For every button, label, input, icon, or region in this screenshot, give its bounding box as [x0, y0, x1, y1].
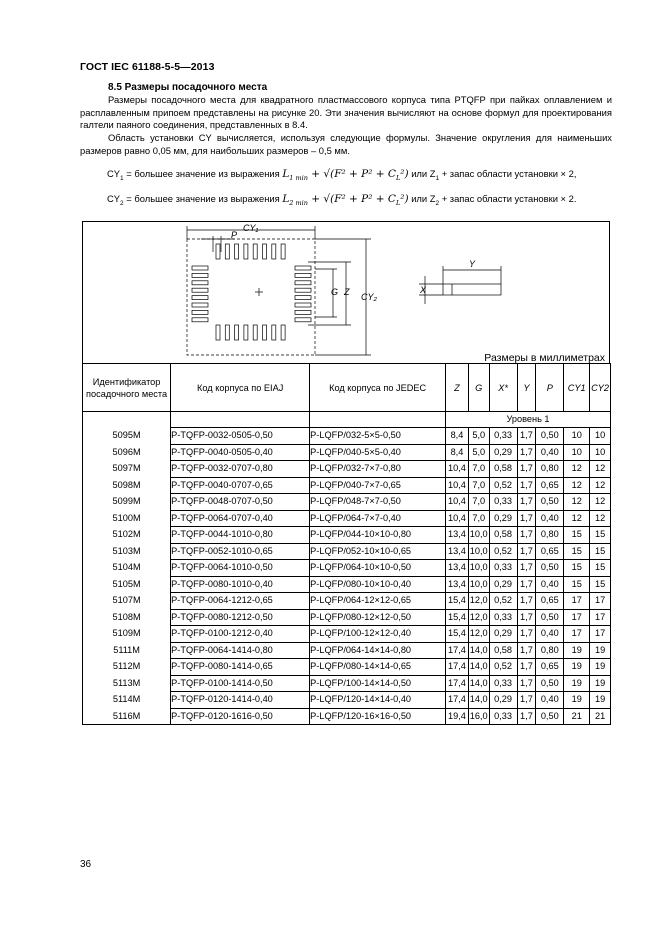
pads-right: [295, 266, 311, 322]
formula-lhs: CY: [107, 193, 121, 204]
table-cell: 0,80: [536, 461, 564, 478]
table-cell: 1,7: [517, 428, 536, 445]
table-cell: 19: [590, 692, 611, 709]
table-cell: 12: [590, 461, 611, 478]
table-cell: 10: [590, 428, 611, 445]
pad: [295, 281, 311, 285]
pad: [263, 244, 267, 259]
table-cell: 17,4: [446, 675, 469, 692]
table-cell: P-LQFP/064-14×14-0,80: [310, 642, 446, 659]
table-cell: 14,0: [468, 659, 489, 676]
table-cell: 0,52: [489, 659, 517, 676]
pad: [216, 325, 220, 340]
table-cell: 19: [590, 642, 611, 659]
label-x: X: [420, 285, 427, 295]
table-cell: P-TQFP-0100-1414-0,50: [171, 675, 310, 692]
table-cell: P-TQFP-0080-1414-0,65: [171, 659, 310, 676]
table-cell: 8,4: [446, 428, 469, 445]
label-y: Y: [469, 259, 476, 269]
table-cell: 0,65: [536, 543, 564, 560]
table-cell: 5099M: [83, 494, 171, 511]
table-cell: 0,80: [536, 527, 564, 544]
pad: [281, 244, 285, 259]
pad: [192, 318, 208, 322]
table-cell: 5114M: [83, 692, 171, 709]
table-cell: 0,50: [536, 428, 564, 445]
table-row: [83, 527, 611, 544]
section-title: 8.5 Размеры посадочного места: [108, 82, 268, 93]
table-cell: 13,4: [446, 527, 469, 544]
table-cell: 5097M: [83, 461, 171, 478]
table-cell: 15: [590, 543, 611, 560]
table-cell: P-TQFP-0044-1010-0,80: [171, 527, 310, 544]
table-cell: 7,0: [468, 461, 489, 478]
table-cell: 0,40: [536, 692, 564, 709]
table-cell: 10,0: [468, 560, 489, 577]
table-cell: 0,33: [489, 675, 517, 692]
formula-cy1: $CY_1$ = большее значение из выражения $L_{1 min} + √(F^2 + P^2 + C_L^2)$ или $Z_1$ + запас области установки × 2,: [107, 168, 577, 183]
table-cell: 0,29: [489, 444, 517, 461]
table-cell: 5,0: [468, 444, 489, 461]
table-cell: 12: [564, 494, 590, 511]
table-cell: P-LQFP/048-7×7-0,50: [310, 494, 446, 511]
land-pattern-table: [82, 363, 611, 725]
table-cell: P-TQFP-0080-1212-0,50: [171, 609, 310, 626]
table-cell: 17,4: [446, 659, 469, 676]
table-cell: 12,0: [468, 626, 489, 643]
table-row: [83, 692, 611, 709]
table-row: [83, 510, 611, 527]
table-cell: 15,4: [446, 593, 469, 610]
pad: [244, 244, 248, 259]
table-row: [83, 675, 611, 692]
table-row: [83, 494, 611, 511]
table-cell: 1,7: [517, 708, 536, 725]
pad: [295, 288, 311, 292]
table-cell: 10,4: [446, 510, 469, 527]
table-cell: 15: [590, 527, 611, 544]
pad: [216, 244, 220, 259]
header-cy2: CY2: [590, 364, 611, 412]
paragraph-2: Область установки CY вычисляется, используя следующие формулы. Значение округления для наименьших размеров равно 0,05 мм, для наибольших размеров – 0,5 мм.: [80, 132, 612, 156]
table-cell: P-TQFP-0120-1414-0,40: [171, 692, 310, 709]
table-cell: 10,4: [446, 461, 469, 478]
table-cell: 14,0: [468, 692, 489, 709]
table-cell: 1,7: [517, 692, 536, 709]
header-eiaj: Код корпуса по EIAJ: [171, 364, 310, 412]
table-row: [83, 593, 611, 610]
table-row: [83, 708, 611, 725]
pad: [192, 266, 208, 270]
header-z: Z: [446, 364, 469, 412]
table-row: [83, 642, 611, 659]
table-cell: 0,58: [489, 527, 517, 544]
table-cell: 7,0: [468, 477, 489, 494]
table-cell: P-TQFP-0080-1010-0,40: [171, 576, 310, 593]
header-id: Идентификатор посадочного места: [83, 364, 171, 412]
table-cell: P-LQFP/064-7×7-0,40: [310, 510, 446, 527]
pad: [295, 296, 311, 300]
table-cell: 5104M: [83, 560, 171, 577]
label-g: G: [331, 287, 339, 297]
pad: [295, 318, 311, 322]
table-cell: 5103M: [83, 543, 171, 560]
table-cell: 15: [590, 560, 611, 577]
formula-cy2: $CY_2$ = большее значение из выражения $L_{2 min} + √(F^2 + P^2 + C_L^2)$ или $Z_2$ + запас области установки × 2.: [107, 193, 577, 208]
table-cell: 0,33: [489, 428, 517, 445]
table-cell: P-LQFP/032-5×5-0,50: [310, 428, 446, 445]
header-cy1: CY1: [564, 364, 590, 412]
table-cell: 0,65: [536, 659, 564, 676]
table-row: [83, 444, 611, 461]
table-cell: 13,4: [446, 560, 469, 577]
pad: [253, 244, 257, 259]
table-cell: 12,0: [468, 609, 489, 626]
table-row: [83, 477, 611, 494]
pad: [192, 281, 208, 285]
table-cell: 10,0: [468, 527, 489, 544]
pad: [244, 325, 248, 340]
table-cell: 10,0: [468, 576, 489, 593]
table-row: [83, 609, 611, 626]
level-label: Уровень 1: [446, 412, 611, 428]
table-cell: 10,0: [468, 543, 489, 560]
table-cell: 15: [590, 576, 611, 593]
table-cell: 17: [590, 626, 611, 643]
table-cell: 17: [564, 593, 590, 610]
table-cell: 0,29: [489, 576, 517, 593]
header-x: X*: [489, 364, 517, 412]
table-cell: 0,40: [536, 510, 564, 527]
table-cell: 1,7: [517, 642, 536, 659]
table-cell: 15: [564, 527, 590, 544]
table-cell: P-LQFP/064-10×10-0,50: [310, 560, 446, 577]
paragraph-1: Размеры посадочного места для квадратного пластмассового корпуса типа PTQFP при пайках оплавлением и расплавленным припоем представлены на рисунке 20. Эти значения вычисляют на основе формул для проектирования галтели паяного соединения, представленных в 8.4.: [80, 94, 612, 131]
table-cell: 21: [564, 708, 590, 725]
formula-lhs: CY: [107, 168, 121, 179]
pad: [235, 244, 239, 259]
pad: [192, 288, 208, 292]
table-cell: 0,33: [489, 708, 517, 725]
table-cell: 5,0: [468, 428, 489, 445]
table-cell: 0,33: [489, 609, 517, 626]
table-cell: 17,4: [446, 642, 469, 659]
table-cell: 12: [564, 477, 590, 494]
pad: [235, 325, 239, 340]
table-cell: 1,7: [517, 626, 536, 643]
table-row: [83, 428, 611, 445]
table-row: [83, 659, 611, 676]
table-cell: 17: [564, 626, 590, 643]
table-cell: 12: [590, 510, 611, 527]
header-g: G: [468, 364, 489, 412]
table-cell: 5105M: [83, 576, 171, 593]
table-cell: P-LQFP/120-14×14-0,40: [310, 692, 446, 709]
table-cell: P-LQFP/080-14×14-0,65: [310, 659, 446, 676]
table-cell: 0,29: [489, 626, 517, 643]
table-cell: 13,4: [446, 543, 469, 560]
units-note: Размеры в миллиметрах: [484, 352, 605, 364]
table-cell: P-LQFP/040-5×5-0,40: [310, 444, 446, 461]
table-cell: P-LQFP/064-12×12-0,65: [310, 593, 446, 610]
figure-box: [82, 221, 610, 363]
table-cell: 7,0: [468, 494, 489, 511]
table-cell: 1,7: [517, 576, 536, 593]
table-row: [83, 560, 611, 577]
table-cell: 5102M: [83, 527, 171, 544]
table-cell: 7,0: [468, 510, 489, 527]
table-cell: P-LQFP/032-7×7-0,80: [310, 461, 446, 478]
table-cell: 0,40: [536, 576, 564, 593]
table-cell: 10,4: [446, 477, 469, 494]
table-cell: 19: [564, 675, 590, 692]
pad: [192, 303, 208, 307]
table-cell: P-TQFP-0064-1212-0,65: [171, 593, 310, 610]
table-cell: 1,7: [517, 444, 536, 461]
pad: [225, 325, 229, 340]
table-cell: 16,0: [468, 708, 489, 725]
pad: [192, 310, 208, 314]
table-cell: 0,33: [489, 560, 517, 577]
table-cell: P-TQFP-0064-1010-0,50: [171, 560, 310, 577]
pad: [272, 325, 276, 340]
formula-expression: $L_{1 min} + √(F^2 + P^2 + C_L^2)$: [282, 168, 409, 183]
table-cell: 10,4: [446, 494, 469, 511]
table-cell: 1,7: [517, 461, 536, 478]
table-cell: 15,4: [446, 626, 469, 643]
pad: [253, 325, 257, 340]
header-p: P: [536, 364, 564, 412]
table-row: [83, 543, 611, 560]
pad: [192, 296, 208, 300]
table-cell: 19: [590, 659, 611, 676]
table-cell: P-LQFP/080-10×10-0,40: [310, 576, 446, 593]
table-cell: 0,29: [489, 510, 517, 527]
table-cell: 19,4: [446, 708, 469, 725]
table-cell: 8,4: [446, 444, 469, 461]
table-cell: 1,7: [517, 527, 536, 544]
table-cell: P-LQFP/044-10×10-0,80: [310, 527, 446, 544]
table-cell: 5107M: [83, 593, 171, 610]
table-cell: 10: [564, 444, 590, 461]
table-cell: P-LQFP/100-12×12-0,40: [310, 626, 446, 643]
table-cell: 0,50: [536, 560, 564, 577]
document-header: ГОСТ IEC 61188-5-5—2013: [80, 61, 215, 73]
table-cell: 0,58: [489, 642, 517, 659]
table-cell: 12: [564, 510, 590, 527]
table-cell: 0,52: [489, 593, 517, 610]
table-cell: 10: [590, 444, 611, 461]
label-p: P: [231, 230, 238, 240]
table-cell: 5098M: [83, 477, 171, 494]
table-cell: P-LQFP/052-10×10-0,65: [310, 543, 446, 560]
table-cell: P-LQFP/120-16×16-0,50: [310, 708, 446, 725]
pad: [225, 244, 229, 259]
table-cell: 1,7: [517, 609, 536, 626]
table-cell: 14,0: [468, 675, 489, 692]
table-cell: 19: [564, 642, 590, 659]
table-cell: 0,52: [489, 543, 517, 560]
pads-bottom: [216, 325, 285, 340]
table-cell: 17: [590, 609, 611, 626]
pad: [295, 303, 311, 307]
table-row: [83, 626, 611, 643]
table-cell: P-TQFP-0120-1616-0,50: [171, 708, 310, 725]
table-cell: 17: [564, 609, 590, 626]
pad: [295, 273, 311, 277]
header-jedec: Код корпуса по JEDEC: [310, 364, 446, 412]
table-cell: 5116M: [83, 708, 171, 725]
table-cell: 1,7: [517, 659, 536, 676]
pad: [192, 273, 208, 277]
land-pattern-drawing: [83, 222, 611, 364]
table-cell: P-TQFP-0040-0707-0,65: [171, 477, 310, 494]
table-cell: P-TQFP-0048-0707-0,50: [171, 494, 310, 511]
table-row: [83, 576, 611, 593]
table-cell: 15: [564, 543, 590, 560]
table-cell: 14,0: [468, 642, 489, 659]
table-cell: 1,7: [517, 494, 536, 511]
table-cell: 0,33: [489, 494, 517, 511]
courtyard-outline: [187, 239, 315, 355]
table-cell: 5100M: [83, 510, 171, 527]
table-cell: 0,80: [536, 642, 564, 659]
pad: [263, 325, 267, 340]
table-cell: P-TQFP-0064-1414-0,80: [171, 642, 310, 659]
table-cell: 0,50: [536, 708, 564, 725]
table-cell: 1,7: [517, 543, 536, 560]
header-y: Y: [517, 364, 536, 412]
table-cell: 19: [564, 659, 590, 676]
table-cell: 0,65: [536, 477, 564, 494]
table-cell: 5109M: [83, 626, 171, 643]
table-cell: P-TQFP-0100-1212-0,40: [171, 626, 310, 643]
table-cell: 19: [564, 692, 590, 709]
table-cell: 21: [590, 708, 611, 725]
table-cell: P-LQFP/040-7×7-0,65: [310, 477, 446, 494]
table-cell: P-TQFP-0064-0707-0,40: [171, 510, 310, 527]
label-cy1: CY₁: [243, 223, 259, 233]
table-cell: 0,65: [536, 593, 564, 610]
table-cell: 17,4: [446, 692, 469, 709]
pad: [295, 310, 311, 314]
table-cell: 13,4: [446, 576, 469, 593]
label-z: Z: [344, 287, 350, 297]
table-cell: 0,40: [536, 626, 564, 643]
table-cell: 0,50: [536, 609, 564, 626]
table-cell: P-TQFP-0032-0707-0,80: [171, 461, 310, 478]
table-cell: 5096M: [83, 444, 171, 461]
table-cell: 0,40: [536, 444, 564, 461]
table-cell: 0,50: [536, 675, 564, 692]
level-row: [83, 412, 611, 428]
table-header-row: [83, 364, 611, 412]
table-cell: 0,29: [489, 692, 517, 709]
table-cell: 1,7: [517, 593, 536, 610]
table-cell: 1,7: [517, 560, 536, 577]
pad: [272, 244, 276, 259]
table-cell: 0,52: [489, 477, 517, 494]
table-cell: 19: [590, 675, 611, 692]
table-cell: 15: [564, 560, 590, 577]
table-cell: 15: [564, 576, 590, 593]
table-cell: P-LQFP/080-12×12-0,50: [310, 609, 446, 626]
pad: [281, 325, 285, 340]
table-cell: 10: [564, 428, 590, 445]
pads-left: [192, 266, 208, 322]
label-cy2: CY₂: [361, 292, 377, 302]
table-cell: 5108M: [83, 609, 171, 626]
table-cell: 12: [590, 477, 611, 494]
table-cell: 5095M: [83, 428, 171, 445]
table-cell: 5113M: [83, 675, 171, 692]
table-cell: P-TQFP-0052-1010-0,65: [171, 543, 310, 560]
table-cell: 12: [564, 461, 590, 478]
table-cell: 5112M: [83, 659, 171, 676]
table-cell: 1,7: [517, 675, 536, 692]
table-cell: 1,7: [517, 510, 536, 527]
table-cell: P-LQFP/100-14×14-0,50: [310, 675, 446, 692]
table-cell: P-TQFP-0040-0505-0,40: [171, 444, 310, 461]
table-cell: P-TQFP-0032-0505-0,50: [171, 428, 310, 445]
table-cell: 12: [590, 494, 611, 511]
formula-expression: $L_{2 min} + √(F^2 + P^2 + C_L^2)$: [282, 193, 409, 208]
pad: [295, 266, 311, 270]
pads-top: [216, 244, 285, 259]
table-cell: 0,58: [489, 461, 517, 478]
table-cell: 0,50: [536, 494, 564, 511]
table-cell: 12,0: [468, 593, 489, 610]
table-cell: 5111M: [83, 642, 171, 659]
table-cell: 1,7: [517, 477, 536, 494]
page-number: 36: [80, 859, 92, 870]
table-row: [83, 461, 611, 478]
table-cell: 15,4: [446, 609, 469, 626]
table-cell: 17: [590, 593, 611, 610]
